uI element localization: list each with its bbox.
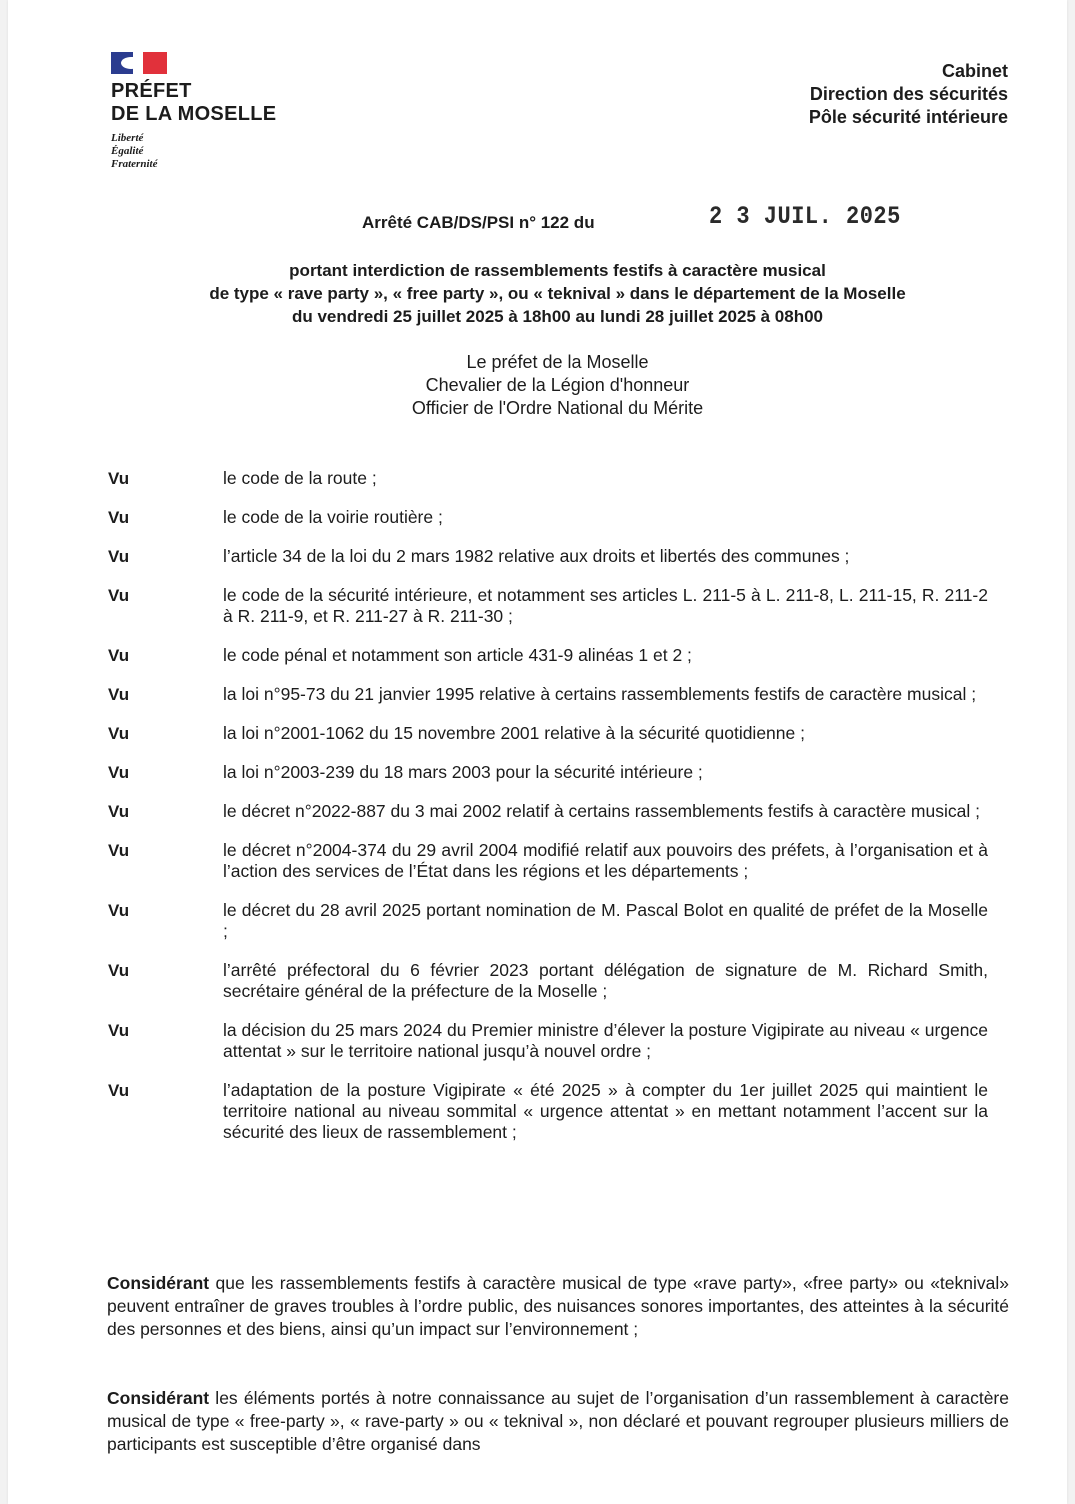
prefecture-logo bbox=[111, 52, 276, 171]
authority-line: Le préfet de la Moselle bbox=[466, 352, 649, 372]
visa-label: Vu bbox=[108, 508, 130, 527]
motto-egalite: Égalité bbox=[111, 145, 144, 157]
visa-item bbox=[108, 546, 988, 567]
visa-text: le décret du 28 avril 2025 portant nomination de M. Pascal Bolot en qualité de préfet de la Moselle ; bbox=[223, 900, 988, 941]
arrete-title bbox=[88, 259, 1027, 328]
visa-item bbox=[108, 801, 988, 822]
service-direction: Direction des sécurités bbox=[809, 84, 1008, 104]
visa-label: Vu bbox=[108, 1021, 130, 1040]
considerant-text: les éléments portés à notre connaissance au sujet de l’organisation d’un rassemblement à caractère musical de type « free-party », « rave-party » ou « teknival », non déclaré et pouvant regrouper plusieurs milliers de participants est susceptible d’être organisé dans bbox=[107, 1388, 1009, 1454]
visa-item bbox=[108, 507, 988, 528]
issuing-service bbox=[809, 60, 1008, 129]
service-pole: Pôle sécurité intérieure bbox=[808, 107, 1008, 127]
visa-label: Vu bbox=[108, 802, 130, 821]
visa-item bbox=[108, 762, 988, 783]
arrete-title-line: du vendredi 25 juillet 2025 à 18h00 au lundi 28 juillet 2025 à 08h00 bbox=[291, 307, 824, 326]
visa-text: l’arrêté préfectoral du 6 février 2023 portant délégation de signature de M. Richard Smith, secrétaire général de la préfecture de la Moselle ; bbox=[223, 960, 988, 1001]
visa-text: la loi n°2003-239 du 18 mars 2003 pour la sécurité intérieure ; bbox=[223, 762, 703, 782]
service-cabinet: Cabinet bbox=[941, 61, 1008, 81]
considerant-lead: Considérant bbox=[107, 1273, 210, 1293]
authority-line: Officier de l'Ordre National du Mérite bbox=[411, 398, 704, 418]
visa-item bbox=[108, 960, 988, 1002]
visa-label: Vu bbox=[108, 469, 130, 488]
visa-text: le code pénal et notamment son article 431-9 alinéas 1 et 2 ; bbox=[223, 645, 692, 665]
motto-fraternite: Fraternité bbox=[111, 158, 158, 170]
visa-text: le code de la voirie routière ; bbox=[223, 507, 443, 527]
institution-name-line2: DE LA MOSELLE bbox=[111, 103, 277, 125]
authority-block bbox=[88, 351, 1027, 420]
considerant-lead: Considérant bbox=[107, 1388, 210, 1408]
visa-text: la loi n°2001-1062 du 15 novembre 2001 relative à la sécurité quotidienne ; bbox=[223, 723, 805, 743]
visa-text: l’article 34 de la loi du 2 mars 1982 relative aux droits et libertés des communes ; bbox=[223, 546, 850, 566]
marianne-flag-icon bbox=[111, 52, 167, 74]
visa-label: Vu bbox=[108, 724, 130, 743]
visa-text: la décision du 25 mars 2024 du Premier ministre d’élever la posture Vigipirate au niveau « urgence attentat » sur le territoire national jusqu’à nouvel ordre ; bbox=[223, 1020, 988, 1061]
document-page bbox=[8, 0, 1067, 1504]
visa-text: la loi n°95-73 du 21 janvier 1995 relative à certains rassemblements festifs de caractère musical ; bbox=[223, 684, 977, 704]
visa-text: le code de la route ; bbox=[223, 468, 377, 488]
visa-text: l’adaptation de la posture Vigipirate « été 2025 » à compter du 1er juillet 2025 qui maintient le territoire national au niveau sommital « urgence attentat » en mettant notamment l’accent sur la sécurité des lieux de rassemblement ; bbox=[223, 1080, 988, 1142]
visa-text: le décret n°2004-374 du 29 avril 2004 modifié relatif aux pouvoirs des préfets, à l’organisation et à l’action des services de l’État dans les régions et les départements ; bbox=[223, 840, 988, 881]
visa-item bbox=[108, 900, 988, 942]
visa-label: Vu bbox=[108, 586, 130, 605]
republic-motto bbox=[111, 132, 276, 171]
arrete-number: Arrêté CAB/DS/PSI n° 122 du bbox=[362, 213, 595, 232]
visa-label: Vu bbox=[108, 547, 130, 566]
arrete-title-line: portant interdiction de rassemblements festifs à caractère musical bbox=[289, 261, 826, 280]
considerant-paragraph bbox=[107, 1387, 1009, 1456]
considerant-paragraph bbox=[107, 1272, 1009, 1341]
visa-label: Vu bbox=[108, 685, 130, 704]
visa-item bbox=[108, 723, 988, 744]
arrete-title-line: de type « rave party », « free party », ou « teknival » dans le département de la Moselle bbox=[209, 284, 906, 303]
visa-item bbox=[108, 1080, 988, 1143]
visa-item bbox=[108, 840, 988, 882]
visa-label: Vu bbox=[108, 961, 130, 980]
visa-item bbox=[108, 1020, 988, 1062]
authority-line: Chevalier de la Légion d'honneur bbox=[425, 375, 690, 395]
visa-label: Vu bbox=[108, 763, 130, 782]
visa-label: Vu bbox=[108, 646, 130, 665]
visa-item bbox=[108, 684, 988, 705]
visa-text: le code de la sécurité intérieure, et notamment ses articles L. 211-5 à L. 211-8, L. 211-15, R. 211-2 à R. 211-9, et R. 211-27 à R. 211-30 ; bbox=[223, 585, 988, 626]
visa-text: le décret n°2022-887 du 3 mai 2002 relatif à certains rassemblements festifs à caractère musical ; bbox=[223, 801, 980, 821]
visa-label: Vu bbox=[108, 1081, 130, 1100]
date-stamp: 2 3 JUIL. 2025 bbox=[709, 202, 901, 231]
motto-liberte: Liberté bbox=[111, 132, 144, 144]
visa-item bbox=[108, 468, 988, 489]
visa-item bbox=[108, 585, 988, 627]
visa-label: Vu bbox=[108, 901, 130, 920]
visa-list bbox=[108, 468, 988, 1161]
visa-label: Vu bbox=[108, 841, 130, 860]
considerant-text: que les rassemblements festifs à caractère musical de type «rave party», «free party» ou «teknival» peuvent entraîner de graves troubles à l’ordre public, des nuisances sonores importantes, des atteintes à la sécurité des personnes et des biens, ainsi qu’un impact sur l’environnement ; bbox=[107, 1273, 1009, 1339]
visa-item bbox=[108, 645, 988, 666]
institution-name-line1: PRÉFET bbox=[111, 80, 192, 102]
